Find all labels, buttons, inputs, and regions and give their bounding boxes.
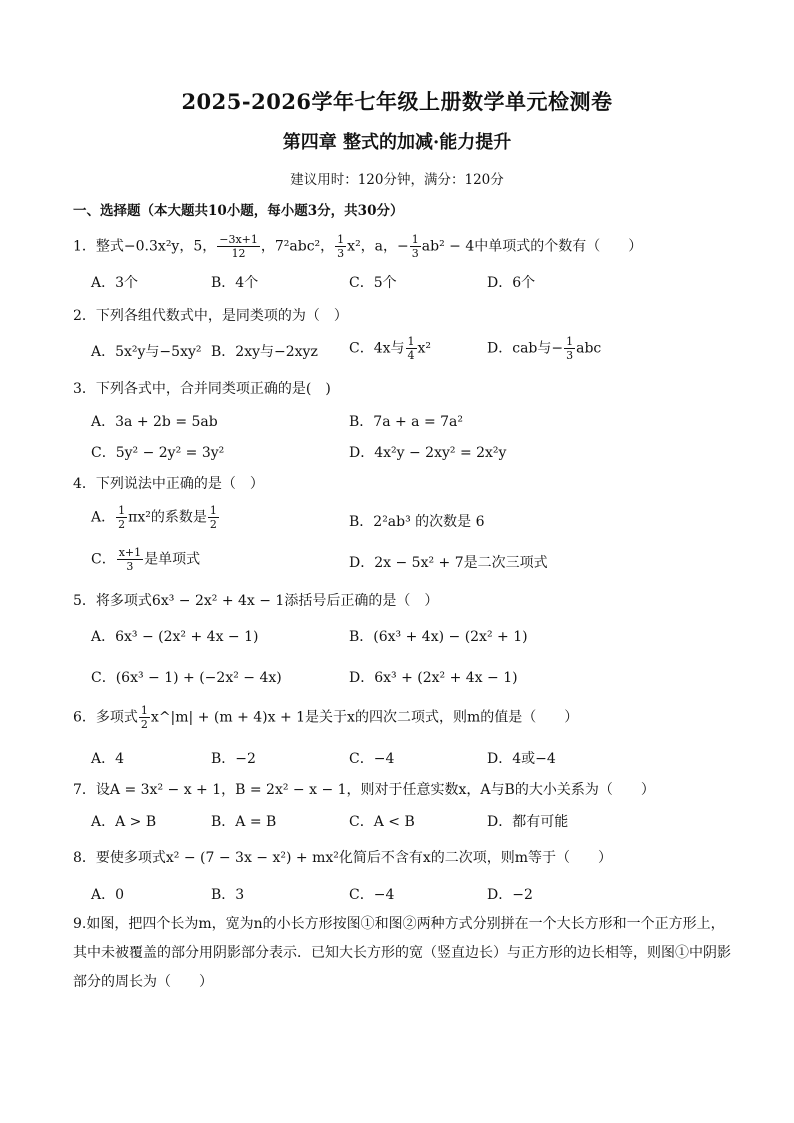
- section-heading: 一、选择题（本大题共10小题，每小题3分，共30分）: [73, 203, 404, 219]
- q6-option-d[interactable]: D．4或−4: [487, 751, 556, 767]
- chapter-subtitle: 第四章 整式的加减·能力提升: [282, 132, 512, 153]
- q7-option-c[interactable]: C．A < B: [349, 814, 415, 830]
- question-8: 8．要使多项式x² − (7 − 3x − x²) + mx²化简后不含有x的二次项，则m等于（ ）: [73, 850, 613, 866]
- q1-t1: −0.3x²y，5，: [123, 238, 217, 255]
- q1-frac-2: $\frac{1}{3}$: [337, 233, 345, 260]
- q1-frac-3: $\frac{1}{3}$: [411, 233, 419, 260]
- q2-option-d[interactable]: D．cab与− $\frac{1}{3}$ abc: [487, 335, 602, 362]
- q3-option-a[interactable]: A．3a + 2b = 5ab: [91, 414, 218, 430]
- q6-option-c[interactable]: C．−4: [349, 751, 395, 767]
- q5-option-c[interactable]: C．(6x³ − 1) + (−2x² − 4x): [91, 670, 282, 686]
- q3-option-d[interactable]: D．4x²y − 2xy² = 2x²y: [349, 445, 507, 461]
- question-2: 2．下列各组代数式中，是同类项的为（ ）: [73, 308, 348, 324]
- question-1: [73, 233, 642, 260]
- q4-option-d[interactable]: D．2x − 5x² + 7是二次三项式: [349, 555, 548, 571]
- q2-option-c[interactable]: C．4x与 $\frac{1}{4}$ x²: [349, 335, 432, 362]
- q6-option-a[interactable]: A．4: [91, 751, 125, 767]
- q1-t3: x²，a，−: [347, 238, 409, 255]
- question-6: 6．多项式 $\frac{1}{2}$ x^|m| + (m + 4)x + 1是关于x的四次二项式，则m的值是（ ）: [73, 704, 579, 731]
- question-4: 4．下列说法中正确的是（ ）: [73, 476, 264, 492]
- q8-option-c[interactable]: C．−4: [349, 887, 395, 903]
- q5-option-b[interactable]: B．(6x³ + 4x) − (2x² + 1): [349, 629, 528, 645]
- q7-option-a[interactable]: A．A > B: [91, 814, 157, 830]
- q4-option-a[interactable]: A． $\frac{1}{2}$ πx²的系数是 $\frac{1}{2}$: [91, 504, 217, 531]
- q1-num: 1．整式: [73, 238, 124, 255]
- question-9: 9.如图，把四个长为m，宽为n的小长方形按图①和图②两种方式分别拼在一个大长方形和一个正方形上，其中未被覆盖的部分用阴影部分表示．已知大长方形的宽（竖直边长）与正方形的边长相等，则图①中阴影部分的周长为（ ）: [73, 916, 731, 990]
- page-title: 2025-2026学年七年级上册数学单元检测卷: [181, 89, 613, 114]
- q7-option-d[interactable]: D．都有可能: [487, 814, 569, 830]
- q1-option-d[interactable]: D．6个: [487, 275, 536, 291]
- q4-option-b[interactable]: B．2²ab³ 的次数是 6: [349, 514, 485, 530]
- q8-option-b[interactable]: B．3: [211, 887, 245, 903]
- question-3: 3．下列各式中，合并同类项正确的是( ): [73, 381, 331, 397]
- q6-option-b[interactable]: B．−2: [211, 751, 256, 767]
- q1-frac-1: $\frac{-3x+1}{12}$: [219, 233, 258, 260]
- q1-t4: ab² − 4中单项式的个数有（ ）: [421, 238, 643, 255]
- q5-option-d[interactable]: D．6x³ + (2x² + 4x − 1): [349, 670, 518, 686]
- q2-option-a[interactable]: A．5x²y与−5xy²: [91, 344, 202, 360]
- question-7: 7．设A = 3x² − x + 1，B = 2x² − x − 1，则对于任意实数x，A与B的大小关系为（ ）: [73, 782, 655, 798]
- q2-option-b[interactable]: B．2xy与−2xyz: [211, 344, 318, 360]
- q1-option-b[interactable]: B．4个: [211, 275, 259, 291]
- q8-option-d[interactable]: D．−2: [487, 887, 533, 903]
- time-score-info: 建议用时：120分钟，满分：120分: [290, 172, 504, 188]
- q7-option-b[interactable]: B．A = B: [211, 814, 277, 830]
- q8-option-a[interactable]: A．0: [91, 887, 125, 903]
- q1-t2: ，7²abc²，: [260, 238, 335, 255]
- question-5: 5．将多项式6x³ − 2x² + 4x − 1添括号后正确的是（ ）: [73, 593, 439, 609]
- q5-option-a[interactable]: A．6x³ − (2x² + 4x − 1): [91, 629, 259, 645]
- q3-option-c[interactable]: C．5y² − 2y² = 3y²: [91, 445, 225, 461]
- q6-frac: $\frac{1}{2}$: [140, 704, 148, 731]
- q1-option-a[interactable]: A．3个: [91, 275, 139, 291]
- q4-option-c[interactable]: C． $\frac{x+1}{3}$ 是单项式: [91, 546, 201, 573]
- q1-option-c[interactable]: C．5个: [349, 275, 397, 291]
- q3-option-b[interactable]: B．7a + a = 7a²: [349, 414, 464, 430]
